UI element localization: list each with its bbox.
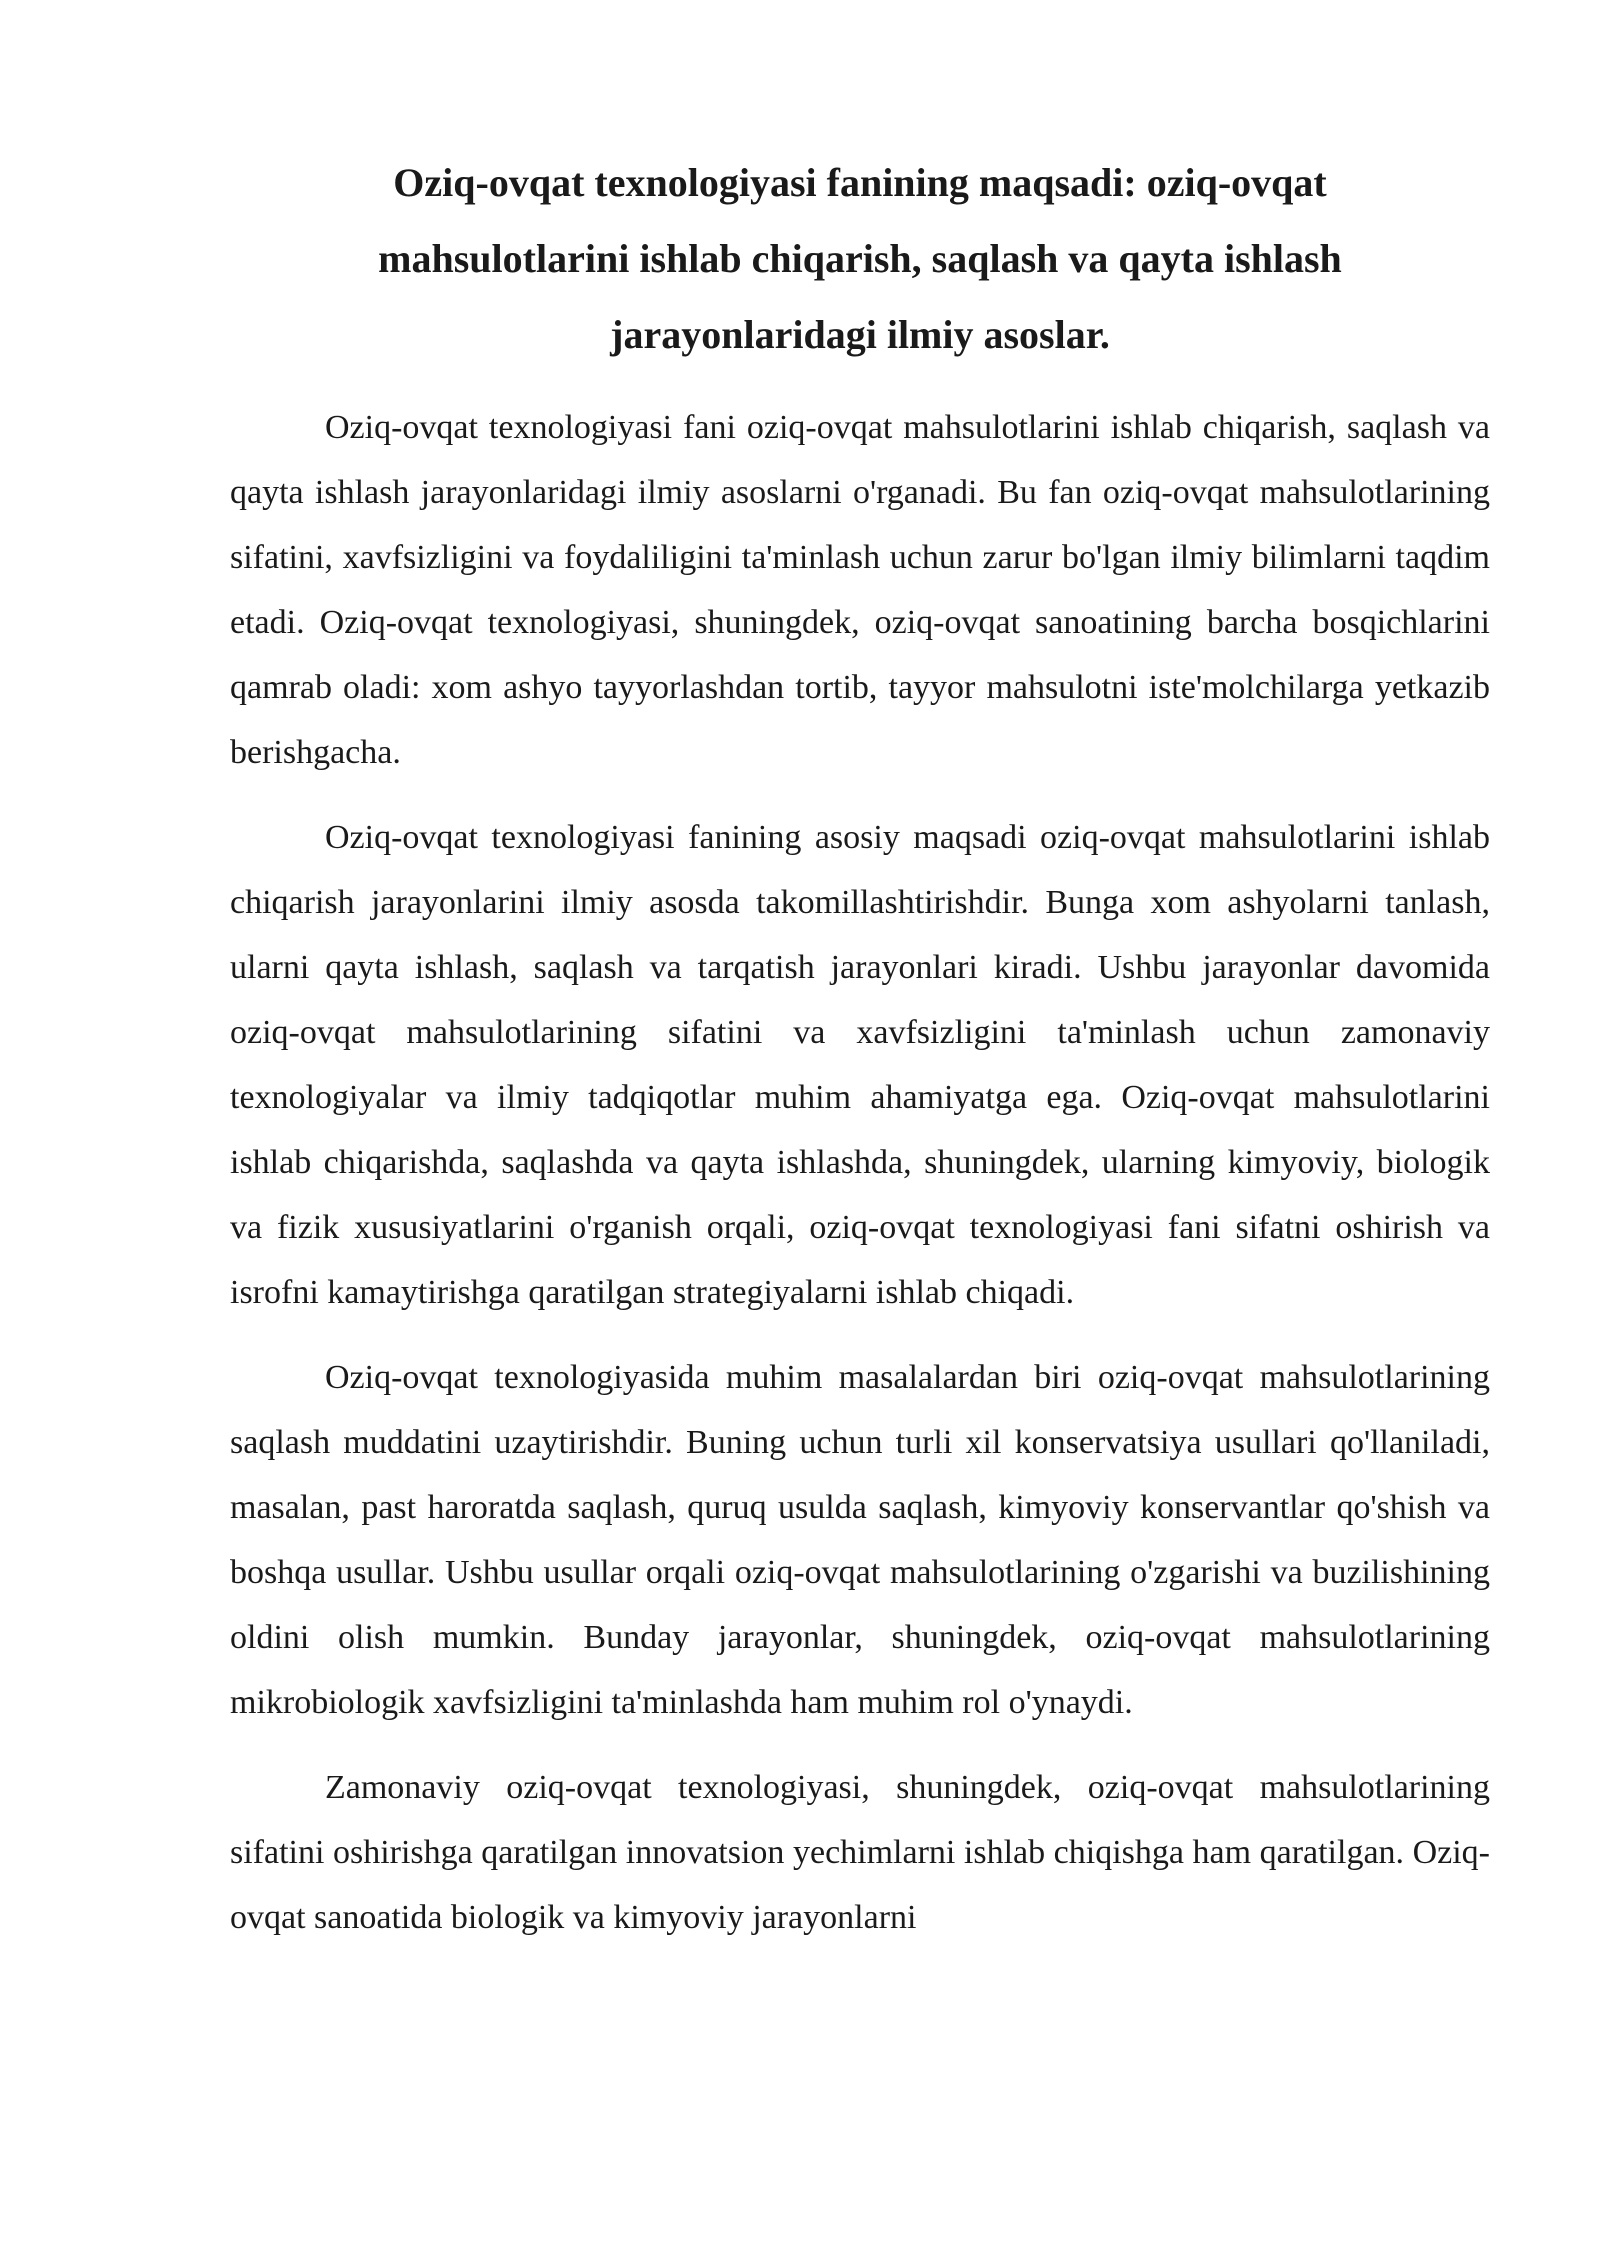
document-body <box>230 145 1490 1970</box>
document-title: Oziq-ovqat texnologiyasi fanining maqsadi: oziq-ovqat mahsulotlarini ishlab chiqarish, saqlash va qayta ishlash jarayonlaridagi ilmiy asoslar. <box>378 160 1342 357</box>
paragraph: Oziq-ovqat texnologiyasida muhim masalalardan biri oziq-ovqat mahsulotlarining saqlash muddatini uzaytirishdir. Buning uchun turli xil konservatsiya usullari qo'llaniladi, masalan, past haroratda saqlash, quruq usulda saqlash, kimyoviy konservantlar qo'shish va boshqa usullar. Ushbu usullar orqali oziq-ovqat mahsulotlarining o'zgarishi va buzilishining oldini olish mumkin. Bunday jarayonlar, shuningdek, oziq-ovqat mahsulotlarining mikrobiologik xavfsizligini ta'minlashda ham muhim rol o'ynaydi. <box>230 1359 1490 1721</box>
paragraph: Oziq-ovqat texnologiyasi fani oziq-ovqat mahsulotlarini ishlab chiqarish, saqlash va qayta ishlash jarayonlaridagi ilmiy asoslarni o'rganadi. Bu fan oziq-ovqat mahsulotlarining sifatini, xavfsizligini va foydaliligini ta'minlash uchun zarur bo'lgan ilmiy bilimlarni taqdim etadi. Oziq-ovqat texnologiyasi, shuningdek, oziq-ovqat sanoatining barcha bosqichlarini qamrab oladi: xom ashyo tayyorlashdan tortib, tayyor mahsulotni iste'molchilarga yetkazib berishgacha. <box>230 409 1490 771</box>
paragraph: Oziq-ovqat texnologiyasi fanining asosiy maqsadi oziq-ovqat mahsulotlarini ishlab chiqarish jarayonlarini ilmiy asosda takomillashtirishdir. Bunga xom ashyolarni tanlash, ularni qayta ishlash, saqlash va tarqatish jarayonlari kiradi. Ushbu jarayonlar davomida oziq-ovqat mahsulotlarining sifatini va xavfsizligini ta'minlash uchun zamonaviy texnologiyalar va ilmiy tadqiqotlar muhim ahamiyatga ega. Oziq-ovqat mahsulotlarini ishlab chiqarishda, saqlashda va qayta ishlashda, shuningdek, ularning kimyoviy, biologik va fizik xususiyatlarini o'rganish orqali, oziq-ovqat texnologiyasi fani sifatni oshirish va isrofni kamaytirishga qaratilgan strategiyalarni ishlab chiqadi. <box>230 819 1490 1311</box>
paragraph: Zamonaviy oziq-ovqat texnologiyasi, shuningdek, oziq-ovqat mahsulotlarining sifatini oshirishga qaratilgan innovatsion yechimlarni ishlab chiqishga ham qaratilgan. Oziq-ovqat sanoatida biologik va kimyoviy jarayonlarni <box>230 1769 1490 1936</box>
